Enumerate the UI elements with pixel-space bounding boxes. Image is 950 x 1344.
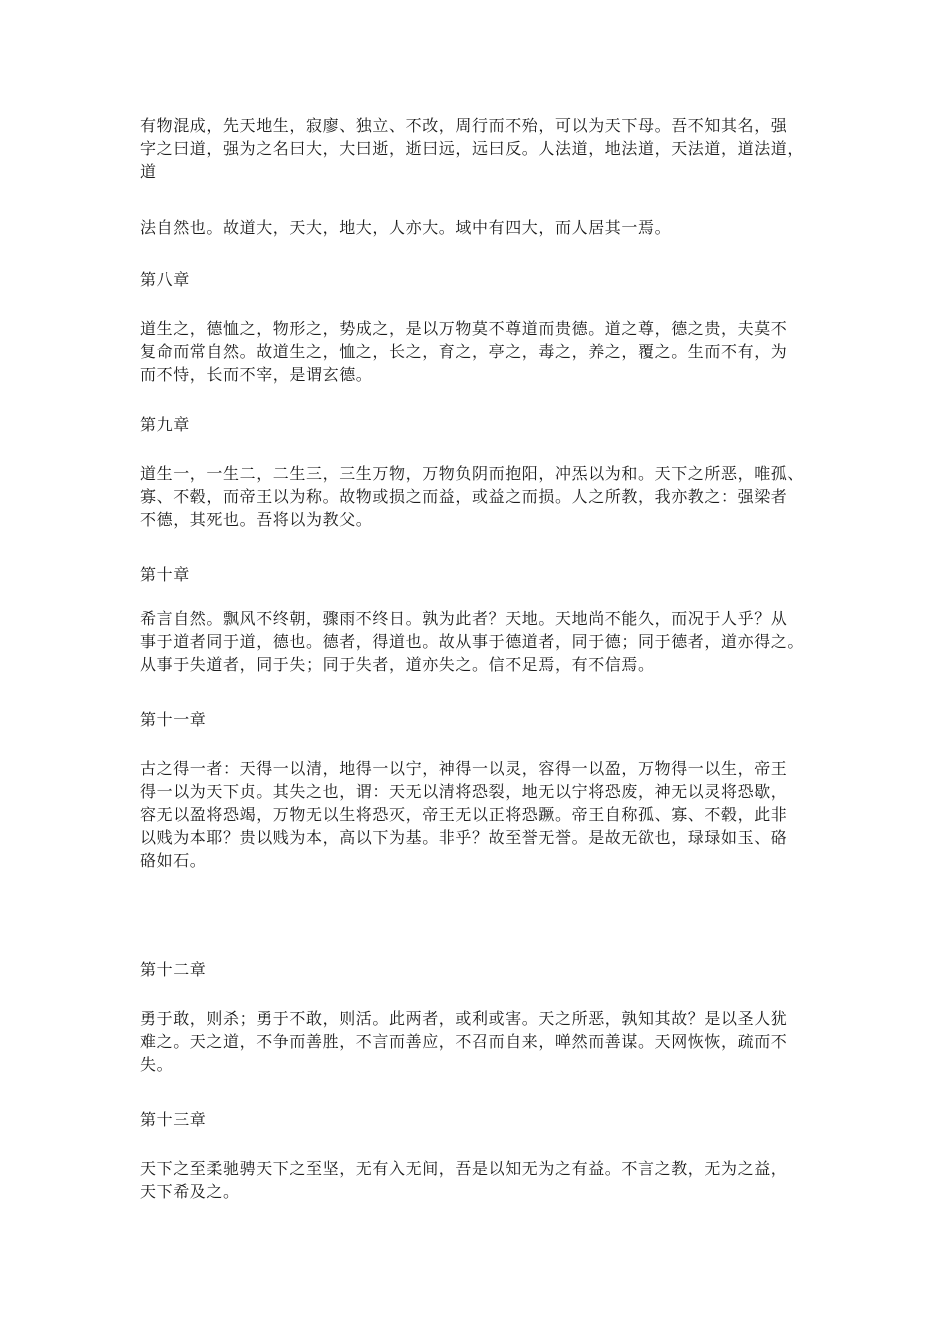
- text-line: 硌如石。: [140, 851, 207, 870]
- text-line: 有物混成，先天地生，寂廖、独立、不改，周行而不殆，可以为天下母。吾不知其名，强: [140, 116, 788, 135]
- text-line: 道生之，德恤之，物形之，势成之，是以万物莫不尊道而贵德。道之尊，德之贵，夫莫不: [140, 319, 788, 338]
- text-line: 复命而常自然。故道生之，恤之，长之，育之，亭之，毒之，养之，覆之。生而不有，为: [140, 342, 788, 361]
- paragraph-continuation: [140, 216, 820, 239]
- text-line: 失。: [140, 1055, 174, 1074]
- chapter-12-title: 第十二章: [140, 960, 207, 979]
- text-line: 天下希及之。: [140, 1182, 240, 1201]
- text-line: 法自然也。故道大，天大，地大，人亦大。域中有四大，而人居其一焉。: [140, 218, 672, 237]
- paragraph-opening: [140, 114, 820, 183]
- text-line: 容无以盈将恐竭，万物无以生将恐灭，帝王无以正将恐蹶。帝王自称孤、寡、不毂，此非: [140, 805, 788, 824]
- chapter-13-title: 第十三章: [140, 1110, 207, 1129]
- chapter-13-text: [140, 1157, 820, 1203]
- text-line: 事于道者同于道，德也。德者，得道也。故从事于德道者，同于德；同于德者，道亦得之。: [140, 632, 805, 651]
- text-line: 天下之至柔驰骋天下之至坚，无有入无间，吾是以知无为之有益。不言之教，无为之益，: [140, 1159, 788, 1178]
- chapter-9-text: [140, 462, 820, 531]
- text-line: 古之得一者：天得一以清，地得一以宁，神得一以灵，容得一以盈，万物得一以生，帝王: [140, 759, 788, 778]
- text-line: 难之。天之道，不争而善胜，不言而善应，不召而自来，啴然而善谋。天网恢恢，疏而不: [140, 1032, 788, 1051]
- chapter-8-text: [140, 317, 820, 386]
- text-line: 字之曰道，强为之名曰大，大曰逝，逝曰远，远曰反。人法道，地法道，天法道，道法道，: [140, 139, 805, 158]
- chapter-10-text: [140, 607, 820, 676]
- text-line: 不德，其死也。吾将以为教父。: [140, 510, 373, 529]
- chapter-8-title: 第八章: [140, 270, 190, 289]
- chapter-10-title: 第十章: [140, 565, 190, 584]
- text-line: 希言自然。飘风不终朝，骤雨不终日。孰为此者？天地。天地尚不能久，而况于人乎？从: [140, 609, 788, 628]
- text-line: 寡、不毂，而帝王以为称。故物或损之而益，或益之而损。人之所教，我亦教之：强梁者: [140, 487, 788, 506]
- chapter-11-title: 第十一章: [140, 710, 207, 729]
- chapter-12-text: [140, 1007, 820, 1076]
- text-line: 道生一，一生二，二生三，三生万物，万物负阴而抱阳，冲炁以为和。天下之所恶，唯孤、: [140, 464, 805, 483]
- text-line: 而不恃，长而不宰，是谓玄德。: [140, 365, 373, 384]
- text-line: 勇于敢，则杀；勇于不敢，则活。此两者，或利或害。天之所恶，孰知其故？是以圣人犹: [140, 1009, 788, 1028]
- text-line: 以贱为本耶？贵以贱为本，高以下为基。非乎？故至誉无誉。是故无欲也，琭琭如玉、硌: [140, 828, 788, 847]
- chapter-11-text: [140, 757, 820, 872]
- chapter-9-title: 第九章: [140, 415, 190, 434]
- text-line: 得一以为天下贞。其失之也，谓：天无以清将恐裂，地无以宁将恐废，神无以灵将恐歇，: [140, 782, 788, 801]
- text-line: 从事于失道者，同于失；同于失者，道亦失之。信不足焉，有不信焉。: [140, 655, 655, 674]
- text-line: 道: [140, 162, 157, 181]
